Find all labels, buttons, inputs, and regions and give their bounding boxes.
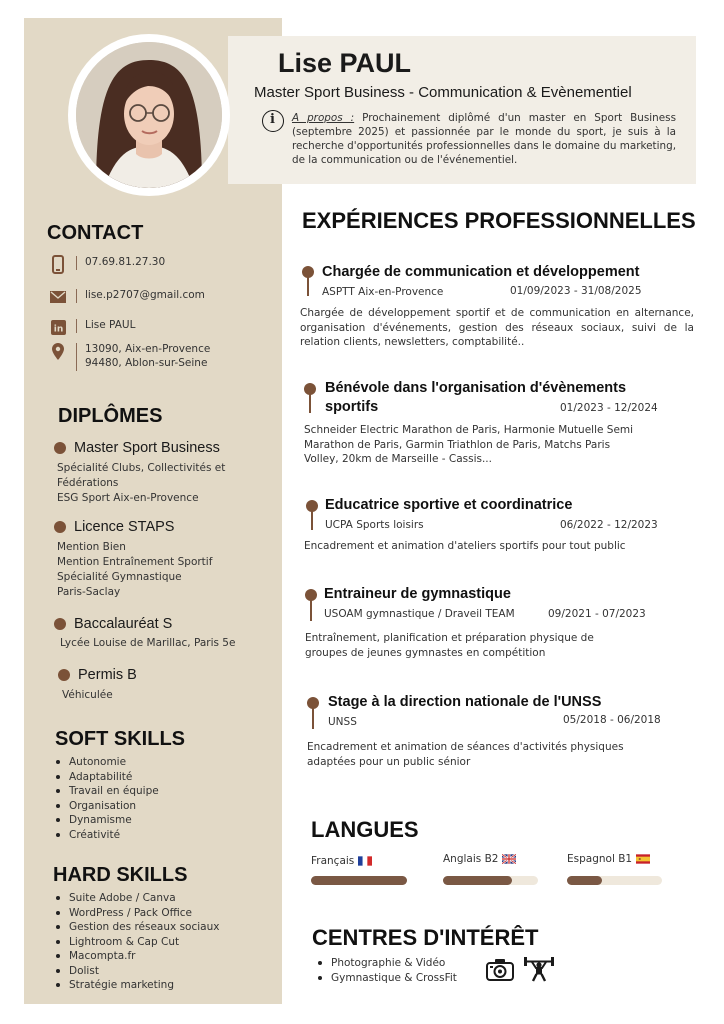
list-item: Gestion des réseaux sociaux: [54, 920, 219, 935]
diploma-title: Baccalauréat S: [54, 616, 172, 632]
list-item: Suite Adobe / Canva: [54, 891, 219, 906]
soft-skills-list: [54, 755, 159, 842]
bullet-dot-icon: [54, 521, 66, 533]
list-item: Gymnastique & CrossFit: [316, 971, 457, 986]
list-item: Dynamisme: [54, 813, 159, 828]
timeline-line: [309, 393, 311, 413]
linkedin-name[interactable]: Lise PAUL: [85, 319, 136, 331]
diploma-details: Spécialité Clubs, Collectivités et Fédérations ESG Sport Aix-en-Provence: [57, 462, 226, 504]
diploma-details: Mention Bien Mention Entraînement Sportif Spécialité Gymnastique Paris-Saclay: [57, 541, 213, 598]
flag-france-icon: [358, 856, 372, 866]
timeline-line: [312, 707, 314, 729]
experience-title: Stage à la direction nationale de l'UNSS: [328, 694, 602, 710]
list-item: Photographie & Vidéo: [316, 956, 457, 971]
diploma-title: Permis B: [58, 667, 137, 683]
list-item: Travail en équipe: [54, 784, 159, 799]
diploma-details: Véhiculée: [62, 689, 113, 701]
diploma-details: Lycée Louise de Marillac, Paris 5e: [60, 637, 236, 649]
about-lead: A propos :: [292, 112, 355, 124]
diploma-title: Master Sport Business: [54, 440, 220, 456]
experience-dates: 06/2022 - 12/2023: [560, 519, 658, 531]
list-item: Macompta.fr: [54, 949, 219, 964]
language-level-bar: [567, 876, 662, 885]
first-name: Lise: [278, 48, 333, 78]
experience-title: Chargée de communication et développement: [322, 264, 640, 280]
languages-heading: LANGUES: [311, 817, 419, 842]
diplomas-heading: DIPLÔMES: [58, 405, 163, 427]
hard-skills-heading: HARD SKILLS: [53, 864, 188, 886]
language-level-fill: [311, 876, 407, 885]
experience-heading: EXPÉRIENCES PROFESSIONNELLES: [302, 208, 696, 233]
list-item: Dolist: [54, 964, 219, 979]
language-label: Français: [311, 855, 372, 867]
job-title: Master Sport Business - Communication & Evènementiel: [254, 84, 632, 101]
linkedin-icon: [50, 318, 66, 336]
experience-description: Encadrement et animation de séances d'activités physiques adaptées pour un public sénior: [307, 741, 624, 768]
experience-description: Entraînement, planification et préparation physique de groupes de jeunes gymnastes en compétition: [305, 632, 594, 659]
contact-heading: CONTACT: [47, 222, 144, 244]
last-name: PAUL: [339, 48, 412, 78]
contact-phone-row: [50, 255, 165, 273]
list-item: Créativité: [54, 828, 159, 843]
list-item: Lightroom & Cap Cut: [54, 935, 219, 950]
svg-text:in: in: [53, 324, 63, 334]
flag-spain-icon: [636, 854, 650, 864]
full-name: [0, 48, 724, 79]
timeline-line: [310, 599, 312, 621]
experience-title: Entraineur de gymnastique: [324, 586, 511, 602]
bullet-dot-icon: [54, 442, 66, 454]
address: [85, 342, 210, 370]
diploma-title: Licence STAPS: [54, 519, 174, 535]
list-item: Adaptabilité: [54, 770, 159, 785]
language-level-bar: [443, 876, 538, 885]
weightlifting-icon: [523, 954, 555, 982]
language-label: Anglais B2: [443, 853, 516, 865]
email-address[interactable]: lise.p2707@gmail.com: [85, 289, 205, 301]
list-item: Autonomie: [54, 755, 159, 770]
experience-dates: 05/2018 - 06/2018: [563, 714, 661, 726]
bullet-dot-icon: [54, 618, 66, 630]
experience-org: UNSS: [328, 716, 357, 728]
contact-linkedin-row: [50, 318, 135, 336]
contact-email-row: [50, 288, 205, 306]
phone-number[interactable]: 07.69.81.27.30: [85, 256, 166, 268]
phone-icon: [50, 255, 66, 273]
hard-skills-list: [54, 891, 219, 993]
location-pin-icon: [50, 342, 66, 360]
language-level-fill: [567, 876, 602, 885]
address-line-2: 94480, Ablon-sur-Seine: [85, 357, 208, 369]
experience-org: UCPA Sports loisirs: [325, 519, 424, 531]
experience-org: ASPTT Aix-en-Provence: [322, 286, 444, 298]
experience-dates: 01/2023 - 12/2024: [560, 402, 658, 414]
camera-icon: [486, 957, 514, 981]
experience-description: Chargée de développement sportif et de communication en alternance, organisation d'événements, gestion des réseaux sociaux, suivi de la relation clients, newsletters, comptabilité..: [300, 307, 694, 348]
flag-uk-icon: [502, 854, 516, 864]
interests-list: [316, 956, 457, 985]
timeline-line: [311, 510, 313, 530]
experience-description: Schneider Electric Marathon de Paris, Harmonie Mutuelle Semi Marathon de Paris, Garmin Triathlon de Paris, Matchs Paris Volley, 20km de Marseille - Cassis...: [304, 424, 634, 465]
mail-icon: [50, 288, 66, 306]
soft-skills-heading: SOFT SKILLS: [55, 728, 185, 750]
list-item: Organisation: [54, 799, 159, 814]
bullet-dot-icon: [58, 669, 70, 681]
list-item: Stratégie marketing: [54, 978, 219, 993]
about-text: Prochainement diplômé d'un master en Sport Business (septembre 2025) et passionnée par le monde du sport, je suis à la recherche d'opportunités professionnelles dans le domaine du marketing, de la communication ou de l'événementiel.: [292, 112, 676, 166]
timeline-line: [307, 276, 309, 296]
about-paragraph: [292, 111, 676, 167]
experience-dates: 09/2021 - 07/2023: [548, 608, 646, 620]
interests-heading: CENTRES D'INTÉRÊT: [312, 925, 539, 950]
info-icon: [262, 110, 284, 132]
experience-title: Educatrice sportive et coordinatrice: [325, 497, 573, 513]
language-level-fill: [443, 876, 512, 885]
experience-org: USOAM gymnastique / Draveil TEAM: [324, 608, 515, 620]
language-level-bar: [311, 876, 407, 885]
address-line-1: 13090, Aix-en-Provence: [85, 343, 211, 355]
experience-dates: 01/09/2023 - 31/08/2025: [510, 285, 642, 297]
language-label: Espagnol B1: [567, 853, 650, 865]
experience-title: Bénévole dans l'organisation d'évènements sportifs: [325, 380, 627, 415]
list-item: WordPress / Pack Office: [54, 906, 219, 921]
contact-address-row: [50, 342, 210, 371]
experience-description: Encadrement et animation d'ateliers sportifs pour tout public: [304, 540, 626, 552]
